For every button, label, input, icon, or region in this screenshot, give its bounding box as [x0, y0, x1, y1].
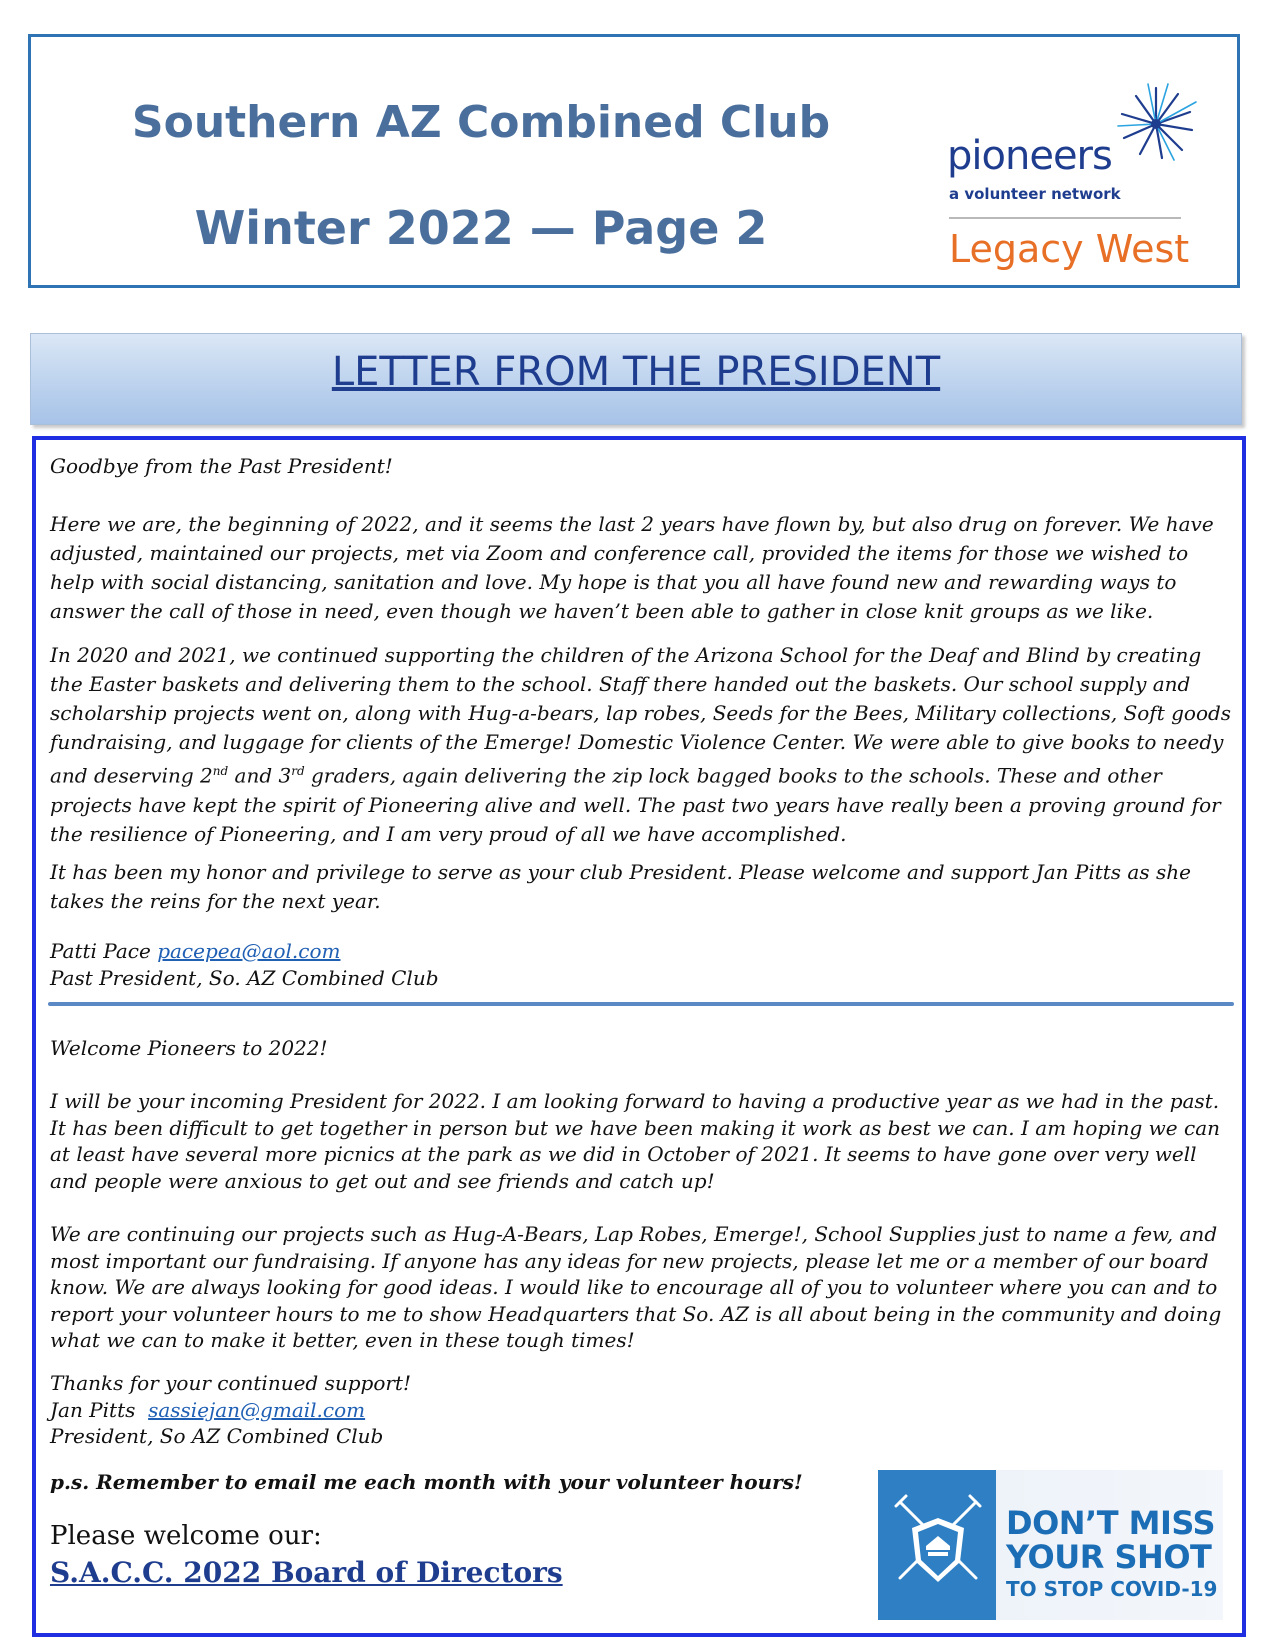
logo-wordmark: pioneers	[947, 133, 1112, 179]
section-banner	[30, 333, 1242, 425]
newsletter-header	[28, 34, 1240, 288]
logo-subtitle: a volunteer network	[949, 185, 1121, 203]
past-president-paragraph-3: It has been my honor and privilege to serve as your club President. Please welcome and support Jan Pitts as she takes the reins for the next year.	[50, 860, 1191, 913]
section-title: LETTER FROM THE PRESIDENT	[331, 349, 941, 395]
past-president-greeting: Goodbye from the Past President!	[50, 454, 393, 478]
president-greeting: Welcome Pioneers to 2022!	[50, 1036, 328, 1060]
covid-ad-text	[1006, 1506, 1217, 1604]
thanks-line: Thanks for your continued support!	[50, 1371, 412, 1395]
signature-title: President, So AZ Combined Club	[50, 1424, 384, 1448]
health-department-shield-icon	[892, 1492, 984, 1596]
signature-name: Jan Pitts	[50, 1397, 136, 1422]
board-title: S.A.C.C. 2022 Board of Directors	[50, 1556, 563, 1589]
past-president-signature	[50, 938, 1235, 991]
president-paragraph-1: I will be your incoming President for 2022. I am looking forward to having a productive year as we had in the past. It has been difficult to get together in person but we have been making it work as best we can. I am hoping we can at least have several more picnics at the park as we did in October of 2021. It seems to have gone over very well and people were anxious to get out and see friends and catch up!	[50, 1089, 1220, 1193]
president-paragraph-2: We are continuing our projects such as Hug-A-Bears, Lap Robes, Emerge!, School Supplies just to name a few, and most important our fundraising. If anyone has any ideas for new projects, please let me or a member of our board know. We are always looking for good ideas. I would like to encourage all of you to volunteer where you can and to report your volunteer hours to me to show Headquarters that So. AZ is all about being in the community and doing what we can to make it better, even in these tough times!	[50, 1222, 1222, 1352]
covid-line-1: DON’T MISS	[1006, 1504, 1216, 1542]
issue-title: Winter 2022 — Page 2	[194, 201, 768, 255]
covid-vaccine-ad	[878, 1470, 1223, 1620]
ps-note: p.s. Remember to email me each month with your volunteer hours!	[50, 1470, 803, 1494]
past-president-paragraph-2: In 2020 and 2021, we continued supporting the children of the Arizona School for the Deaf and Blind by creating the Easter baskets and delivering them to the school. Staff there handed out the baskets. Our school supply and scholarship projects went on, along with Hug-a-bears, lap robes, Seeds for the Bees, Military collections, Soft goods fundraising, and luggage for clients of the Emerge! Domestic Violence Center. We were able to give books to needy and deserving 2nd and 3rd graders, again delivering the zip lock bagged books to the schools. These and other projects have kept the spirit of Pioneering alive and well. The past two years have really been a proving ground for the resilience of Pioneering, and I am very proud of all we have accomplished.	[50, 643, 1232, 846]
section-divider	[48, 1002, 1234, 1006]
board-intro: Please welcome our:	[50, 1521, 322, 1551]
club-name: Southern AZ Combined Club	[131, 97, 831, 148]
past-president-email-link[interactable]: pacepea@aol.com	[157, 939, 341, 963]
past-president-paragraph-1: Here we are, the beginning of 2022, and it seems the last 2 years have flown by, but also drug on forever. We have adjusted, maintained our projects, met via Zoom and conference call, provided the items for those we wished to help with social distancing, sanitation and love. My hope is that you all have found new and rewarding ways to answer the call of those in need, even though we haven’t been able to gather in close knit groups as we like.	[50, 512, 1214, 623]
logo-divider	[949, 217, 1181, 219]
logo-region: Legacy West	[949, 227, 1190, 271]
starburst-icon	[1111, 79, 1201, 169]
signature-title: Past President, So. AZ Combined Club	[50, 965, 439, 990]
signature-name: Patti Pace	[50, 939, 151, 963]
president-signature	[50, 1370, 1235, 1450]
covid-line-2: YOUR SHOT	[1006, 1538, 1212, 1576]
president-email-link[interactable]: sassiejan@gmail.com	[148, 1397, 366, 1422]
pioneers-logo	[911, 57, 1221, 277]
covid-line-3: TO STOP COVID-19	[1006, 1577, 1218, 1601]
